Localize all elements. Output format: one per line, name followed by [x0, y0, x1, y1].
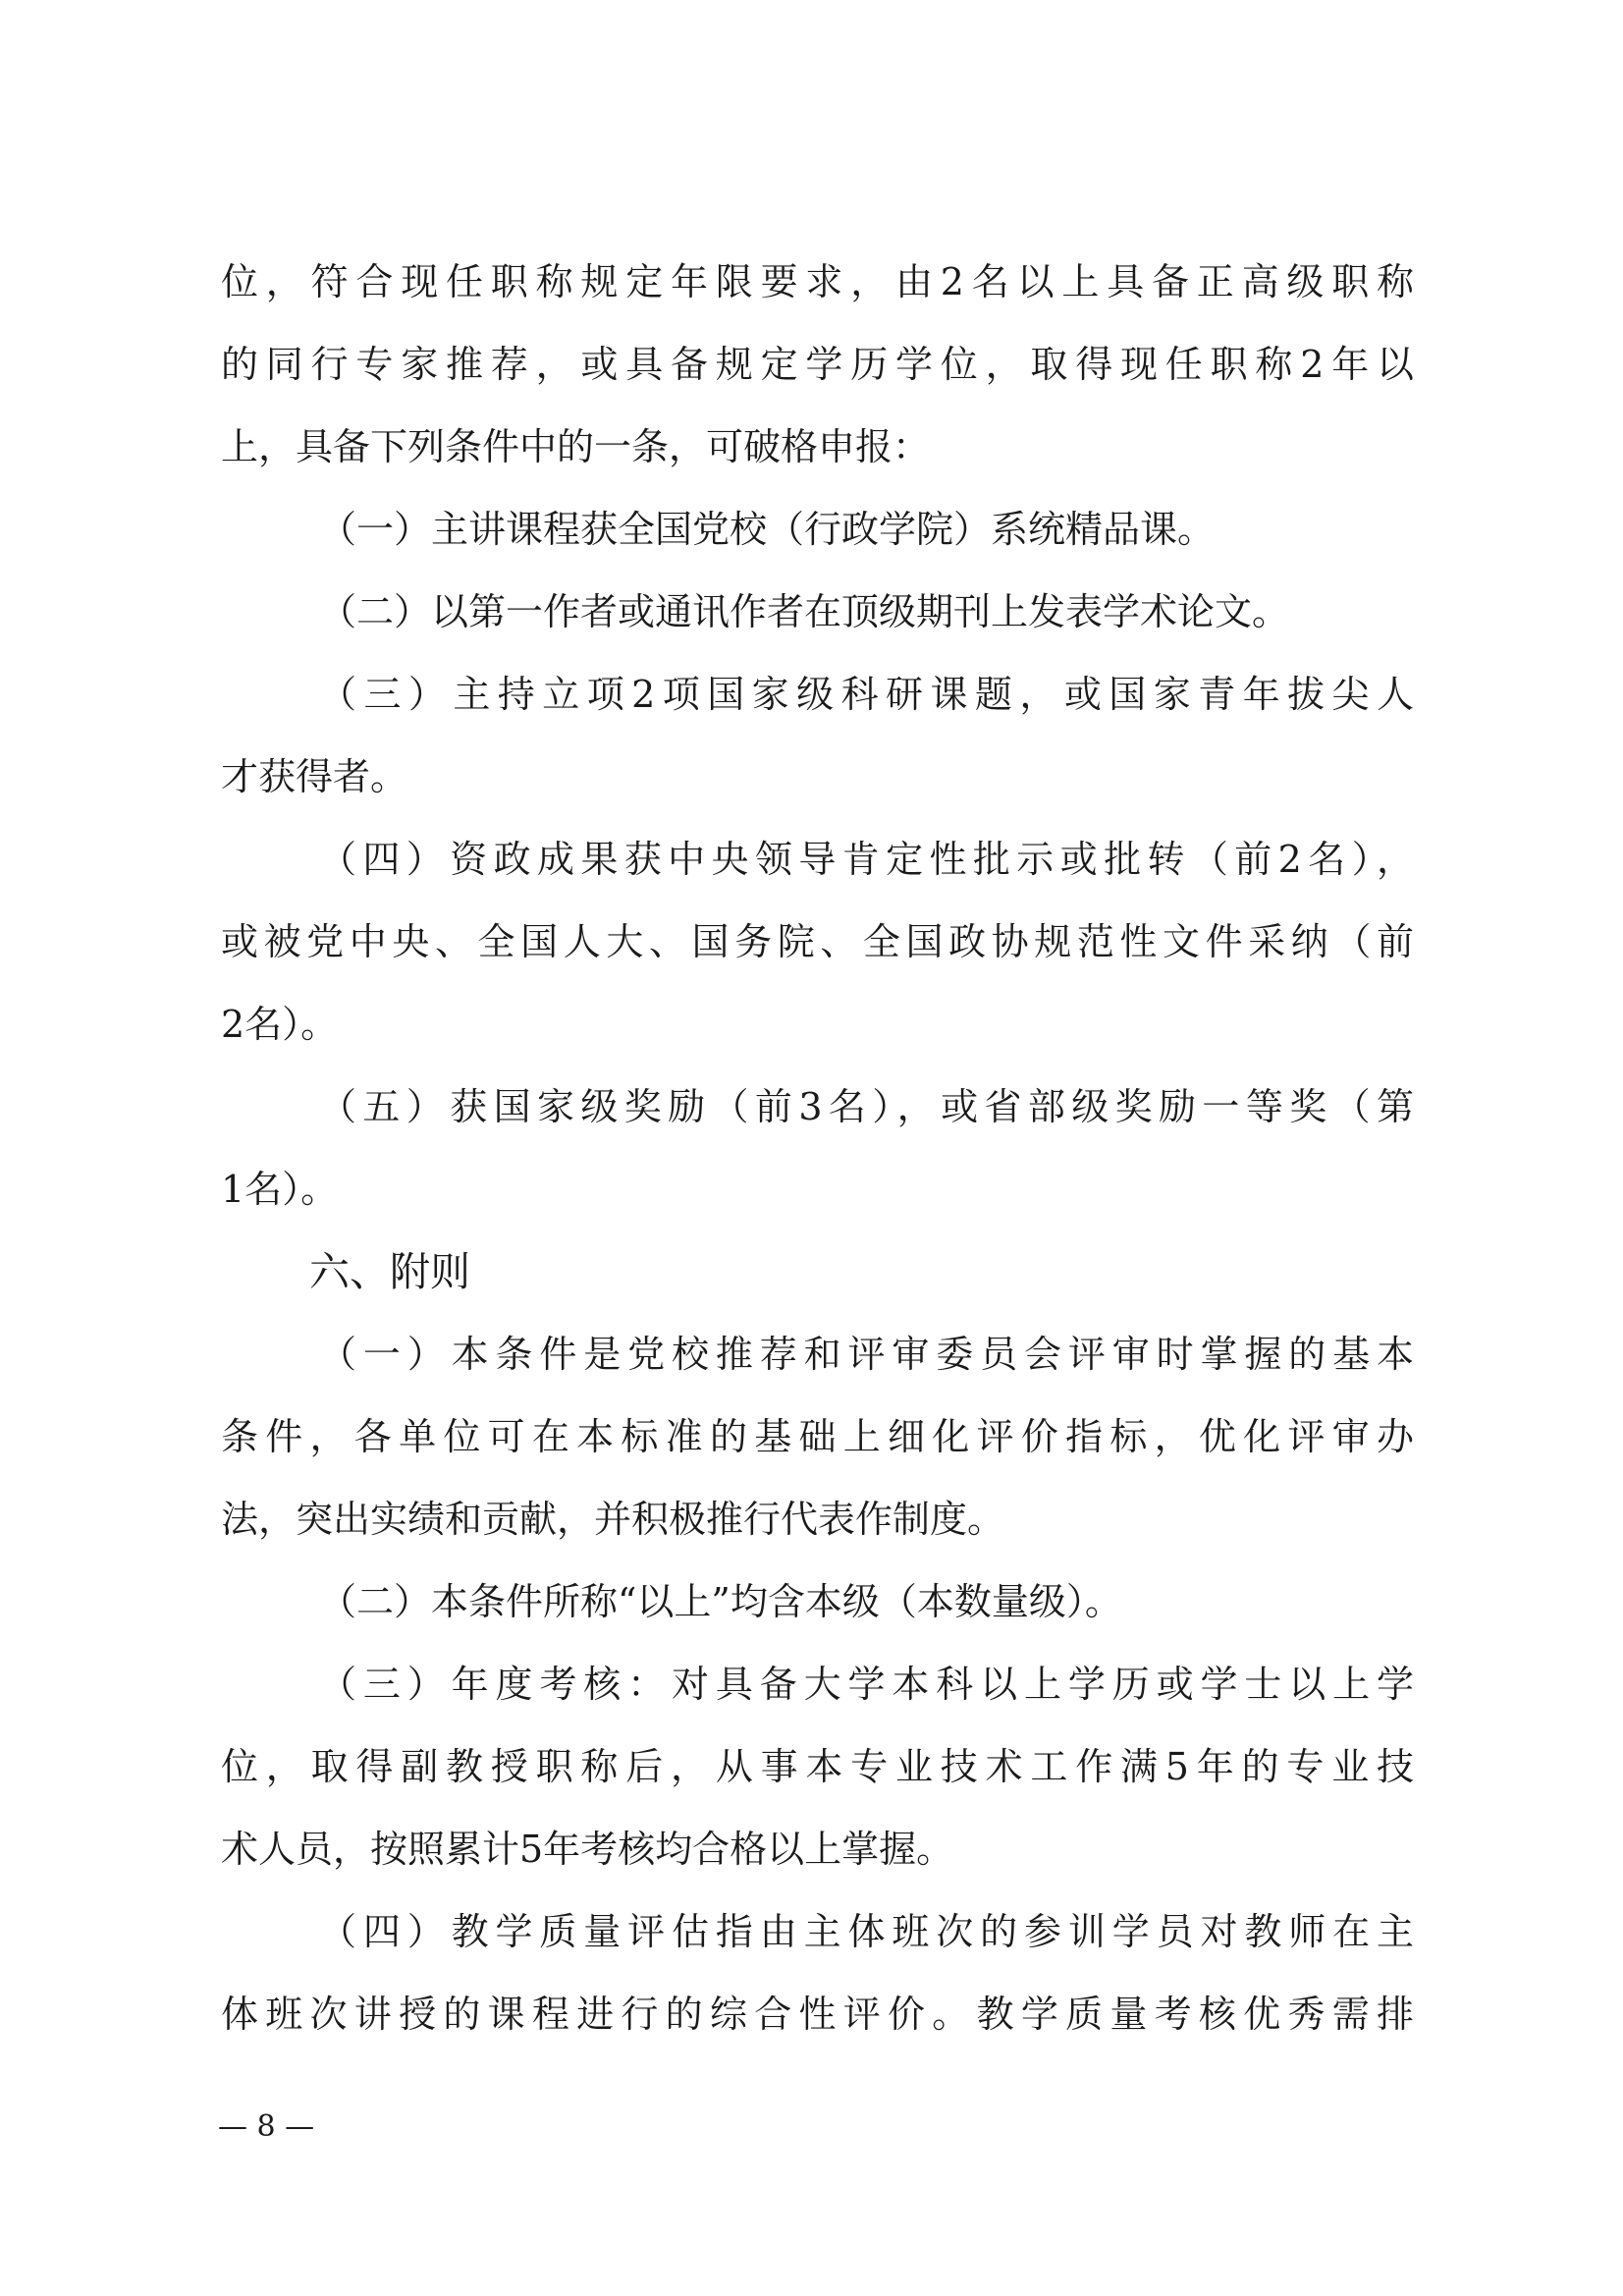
document-body — [221, 241, 1414, 2055]
text-line: 体班次讲授的课程进行的综合性评价。教学质量考核优秀需排 — [221, 1993, 1414, 2036]
text-line: （三）主持立项2项国家级科研课题，或国家青年拔尖人 — [319, 673, 1414, 716]
text-line: 术人员，按照累计5年考核均合格以上掌握。 — [221, 1828, 954, 1871]
text-line: （二）以第一作者或通讯作者在顶级期刊上发表学术论文。 — [319, 590, 1290, 633]
text-line: （四）资政成果获中央领导肯定性批示或批转（前2名）， — [319, 838, 1414, 881]
page-number: — 8 — — [218, 2109, 315, 2144]
text-line: 的同行专家推荐，或具备规定学历学位，取得现任职称2年以 — [221, 343, 1414, 386]
text-line: 2名）。 — [221, 1003, 339, 1046]
text-line: 条件，各单位可在本标准的基础上细化评价指标，优化评审办 — [221, 1415, 1414, 1458]
section-heading: 六、附则 — [309, 1248, 470, 1295]
text-line: 才获得者。 — [221, 755, 408, 798]
text-line: 上，具备下列条件中的一条，可破格申报： — [221, 425, 931, 468]
text-line: （三）年度考核：对具备大学本科以上学历或学士以上学 — [319, 1663, 1414, 1706]
text-line: （四）教学质量评估指由主体班次的参训学员对教师在主 — [319, 1910, 1414, 1953]
text-line: （五）获国家级奖励（前3名），或省部级奖励一等奖（第 — [319, 1085, 1414, 1128]
text-line: 或被党中央、全国人大、国务院、全国政协规范性文件采纳（前 — [221, 920, 1414, 963]
text-line: （一）本条件是党校推荐和评审委员会评审时掌握的基本 — [319, 1333, 1414, 1376]
text-line: （二）本条件所称“以上”均含本级（本数量级）。 — [319, 1580, 1122, 1623]
text-line: （一）主讲课程获全国党校（行政学院）系统精品课。 — [319, 508, 1216, 551]
text-line: 法，突出实绩和贡献，并积极推行代表作制度。 — [221, 1498, 1005, 1541]
text-line: 1名）。 — [221, 1168, 339, 1211]
text-line: 位，符合现任职称规定年限要求，由2名以上具备正高级职称 — [221, 260, 1414, 303]
text-line: 位，取得副教授职称后，从事本专业技术工作满5年的专业技 — [221, 1745, 1414, 1788]
